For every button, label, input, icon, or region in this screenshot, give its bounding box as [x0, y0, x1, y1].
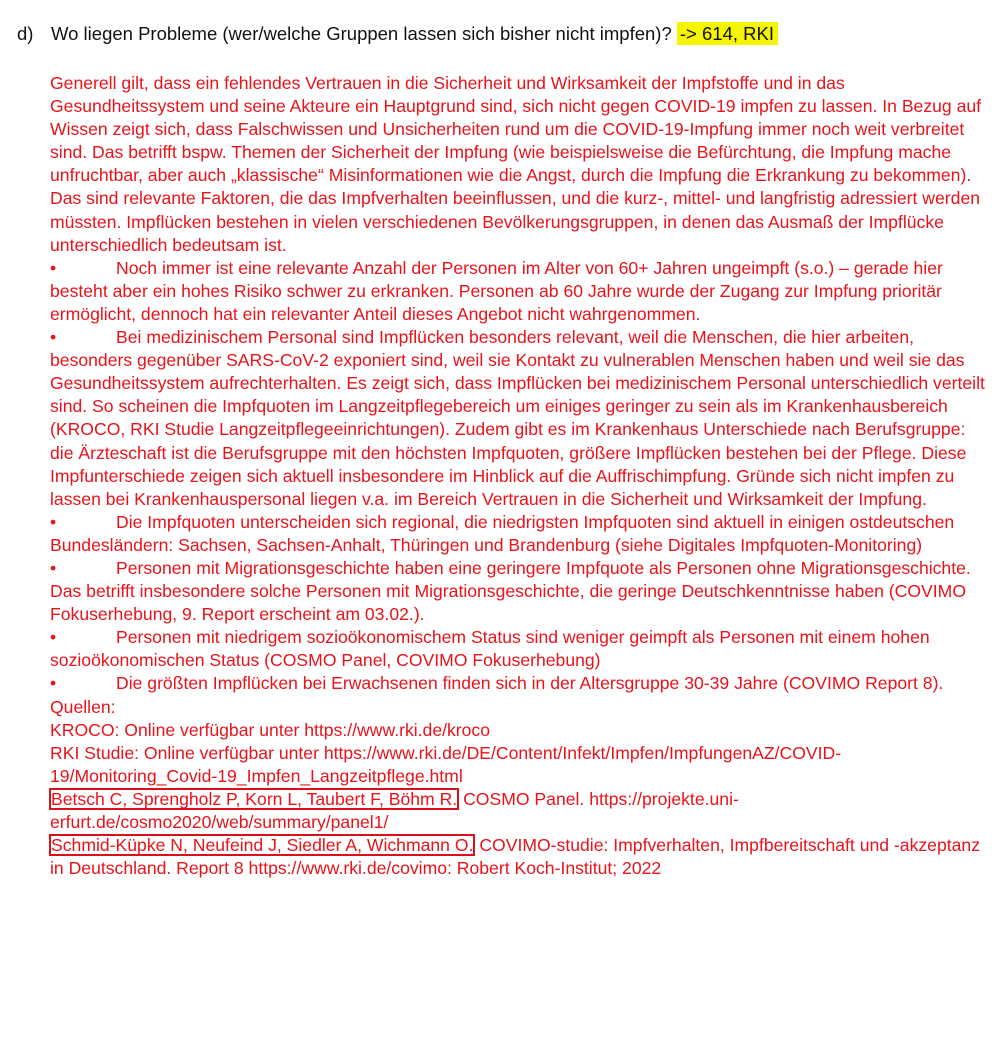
bullet-item — [50, 257, 985, 326]
bullet-text: Bei medizinischem Personal sind Impflücken besonders relevant, weil die Menschen, die hier arbeiten, besonders gegenüber SARS-CoV-2 exponiert sind, weil sie Kontakt zu vulnerablen Menschen haben und weil sie das Gesundheitssystem aufrechterhalten. Es zeigt sich, dass Impflücken bei medizinischem Personal unterschiedlich verteilt sind. So scheinen die Impfquoten im Langzeitpflegebereich um einiges geringer zu sein als im Krankenhausbereich (KROCO, RKI Studie Langzeitpflegeeinrichtungen). Zudem gibt es im Krankenhaus Unterschiede nach Berufsgruppe: die Ärzteschaft ist die Berufsgruppe mit den höchsten Impfquoten, größere Impflücken bestehen bei der Pflege. Diese Impfunterschiede zeigen sich aktuell insbesondere im Hinblick auf die Auffrischimpfung. Gründe sich nicht impfen zu lassen bei Krankenhauspersonal liegen v.a. im Bereich Vertrauen in die Sicherheit und Wirksamkeit der Impfung. — [50, 327, 985, 509]
bullet-item — [50, 511, 985, 557]
source-covimo — [50, 834, 985, 880]
bullet-item — [50, 557, 985, 626]
bullet-text: Personen mit Migrationsgeschichte haben eine geringere Impfquote als Personen ohne Migrationsgeschichte. Das betrifft insbesondere solche Personen mit Migrationsgeschichte, die geringe Deutschkenntnisse haben (COVIMO Fokuserhebung, 9. Report erscheint am 03.02.). — [50, 557, 971, 625]
bullet-text: Personen mit niedrigem sozioökonomischem Status sind weniger geimpft als Personen mit einem hohen sozioökonomischen Status (COSMO Panel, COVIMO Fokuserhebung) — [50, 627, 930, 671]
question-label: d) — [17, 23, 34, 44]
intro-paragraph: Generell gilt, dass ein fehlendes Vertrauen in die Sicherheit und Wirksamkeit der Impfstoffe und in das Gesundheitssystem und seine Akteure ein Hauptgrund sind, sich nicht gegen COVID-19 impfen zu lassen. In Bezug auf Wissen zeigt sich, dass Falschwissen und Unsicherheiten rund um die COVID-19-Impfung immer noch weit verbreitet sind. Das betrifft bspw. Themen der Sicherheit der Impfung (wie beispielsweise die Befürchtung, die Impfung mache unfruchtbar, aber auch „klassische“ Misinformationen wie die Angst, durch die Impfung die Erkrankung zu bekommen). Das sind relevante Faktoren, die das Impfverhalten beeinflussen, und die kurz-, mittel- und langfristig adressiert werden müssten. Impflücken bestehen in vielen verschiedenen Bevölkerungsgruppen, in denen das Ausmaß der Impflücke unterschiedlich bedeutsam ist. — [50, 73, 982, 255]
highlighted-reference: -> 614, RKI — [677, 22, 778, 45]
bullet-symbol: • — [50, 557, 57, 578]
bullet-text: Die Impfquoten unterscheiden sich regional, die niedrigsten Impfquoten sind aktuell in einigen ostdeutschen Bundesländern: Sachsen, Sachsen-Anhalt, Thüringen und Brandenburg (siehe Digitales Impfquoten-Monitoring) — [50, 511, 955, 555]
bullet-symbol: • — [50, 511, 57, 532]
bullet-symbol: • — [50, 627, 57, 648]
source-kroco: KROCO: Online verfügbar unter https://www.rki.de/kroco — [50, 719, 491, 740]
question-text: Wo liegen Probleme (wer/welche Gruppen lassen sich bisher nicht impfen)? — [51, 23, 672, 44]
cosmo-reference: COSMO Panel. https://projekte.uni-erfurt.de/cosmo2020/web/summary/panel1/ — [50, 788, 739, 832]
bullet-symbol: • — [50, 257, 57, 278]
bullet-text: Noch immer ist eine relevante Anzahl der Personen im Alter von 60+ Jahren ungeimpft (s.o.) – gerade hier besteht aber ein hohes Risiko schwer zu erkranken. Personen ab 60 Jahre wurde der Zugang zur Impfung prioritär ermöglicht, dennoch hat ein relevanter Anteil dieses Angebot nicht wahrgenommen. — [50, 257, 943, 324]
bullet-text: Die größten Impflücken bei Erwachsenen finden sich in der Altersgruppe 30-39 Jahre (COVIMO Report 8). — [116, 673, 944, 694]
source-cosmo — [50, 788, 985, 834]
bullet-symbol: • — [50, 673, 57, 694]
sources-heading: Quellen: — [50, 696, 116, 717]
bullet-item — [50, 626, 985, 672]
bullet-item — [50, 672, 985, 695]
cosmo-authors-boxed: Betsch C, Sprengholz P, Korn L, Taubert F, Böhm R. — [51, 788, 458, 809]
source-rki-studie: RKI Studie: Online verfügbar unter https://www.rki.de/DE/Content/Infekt/Impfen/ImpfungenAZ/COVID-19/Monitoring_Covid-19_Impfen_Langzeitpflege.html — [50, 742, 842, 786]
bullet-item — [50, 326, 985, 511]
answer-text — [50, 72, 985, 880]
covimo-authors-boxed: Schmid-Küpke N, Neufeind J, Siedler A, Wichmann O. — [51, 835, 474, 856]
question-line — [17, 22, 778, 46]
bullet-symbol: • — [50, 327, 57, 348]
covimo-reference: COVIMO-studie: Impfverhalten, Impfbereitschaft und -akzeptanz in Deutschland. Report 8 https://www.rki.de/covimo: Robert Koch-Institut; 2022 — [50, 835, 980, 879]
